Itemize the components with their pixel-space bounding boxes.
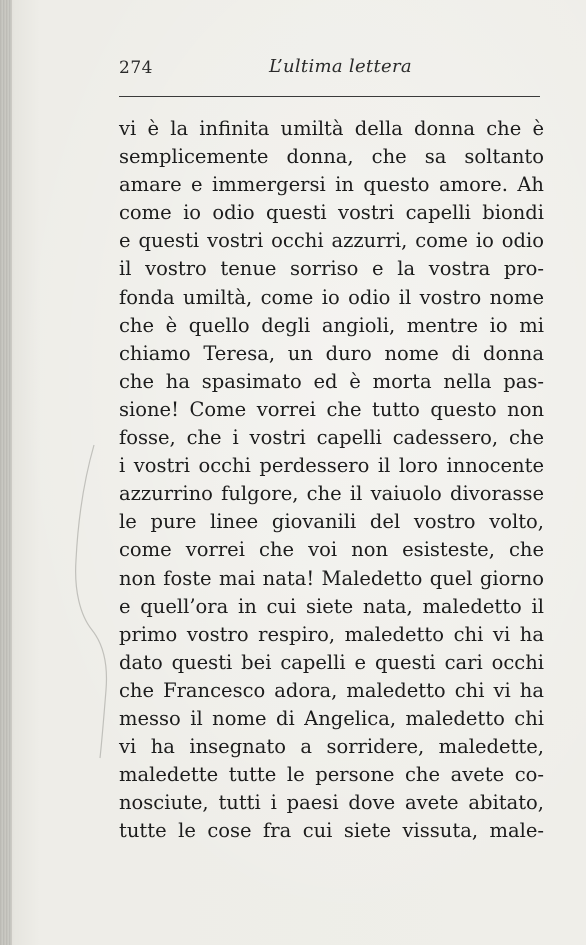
text-line: nosciute, tutti i paesi dove avete abitato,	[119, 791, 544, 815]
text-line: le pure linee giovanili del vostro volto,	[119, 510, 544, 534]
text-line: tutte le cose fra cui siete vissuta, male-	[119, 819, 544, 843]
text-line: che Francesco adora, maledetto chi vi ha	[119, 678, 544, 702]
text-line: e quell’ora in cui siete nata, maledetto il	[119, 594, 544, 618]
body-text	[119, 115, 544, 845]
text-line: chiamo Teresa, un duro nome di donna	[119, 341, 544, 365]
text-line: i vostri occhi perdessero il loro innocente	[119, 454, 544, 478]
text-line: maledette tutte le persone che avete co-	[119, 763, 544, 787]
text-line: semplicemente donna, che sa soltanto	[119, 145, 544, 169]
text-line: messo il nome di Angelica, maledetto chi	[119, 706, 544, 730]
text-line: vi ha insegnato a sorridere, maledette,	[119, 735, 544, 759]
header-rule	[119, 96, 540, 97]
text-line: il vostro tenue sorriso e la vostra pro-	[119, 257, 544, 281]
text-line: che ha spasimato ed è morta nella pas-	[119, 369, 544, 393]
text-line: vi è la infinita umiltà della donna che è	[119, 117, 544, 140]
text-line: e questi vostri occhi azzurri, come io odio	[119, 229, 544, 253]
text-line: amare e immergersi in questo amore. Ah	[119, 173, 544, 197]
text-line: fosse, che i vostri capelli cadessero, che	[119, 426, 544, 450]
text-line: sione! Come vorrei che tutto questo non	[119, 397, 544, 421]
page-edge	[0, 0, 12, 945]
text-line: non foste mai nata! Maledetto quel giorno	[119, 566, 544, 590]
running-title: L’ultima lettera	[269, 56, 412, 77]
margin-pencil-mark	[64, 440, 114, 760]
page-header	[119, 58, 539, 84]
text-line: che è quello degli angioli, mentre io mi	[119, 313, 544, 337]
text-line: fonda umiltà, come io odio il vostro nome	[119, 285, 544, 309]
text-line: come io odio questi vostri capelli biondi	[119, 201, 544, 225]
text-line: dato questi bei capelli e questi cari occhi	[119, 650, 544, 674]
text-line: azzurrino fulgore, che il vaiuolo divorasse	[119, 482, 544, 506]
text-line: primo vostro respiro, maledetto chi vi ha	[119, 622, 544, 646]
page-number: 274	[119, 58, 153, 78]
text-line: come vorrei che voi non esisteste, che	[119, 538, 544, 562]
